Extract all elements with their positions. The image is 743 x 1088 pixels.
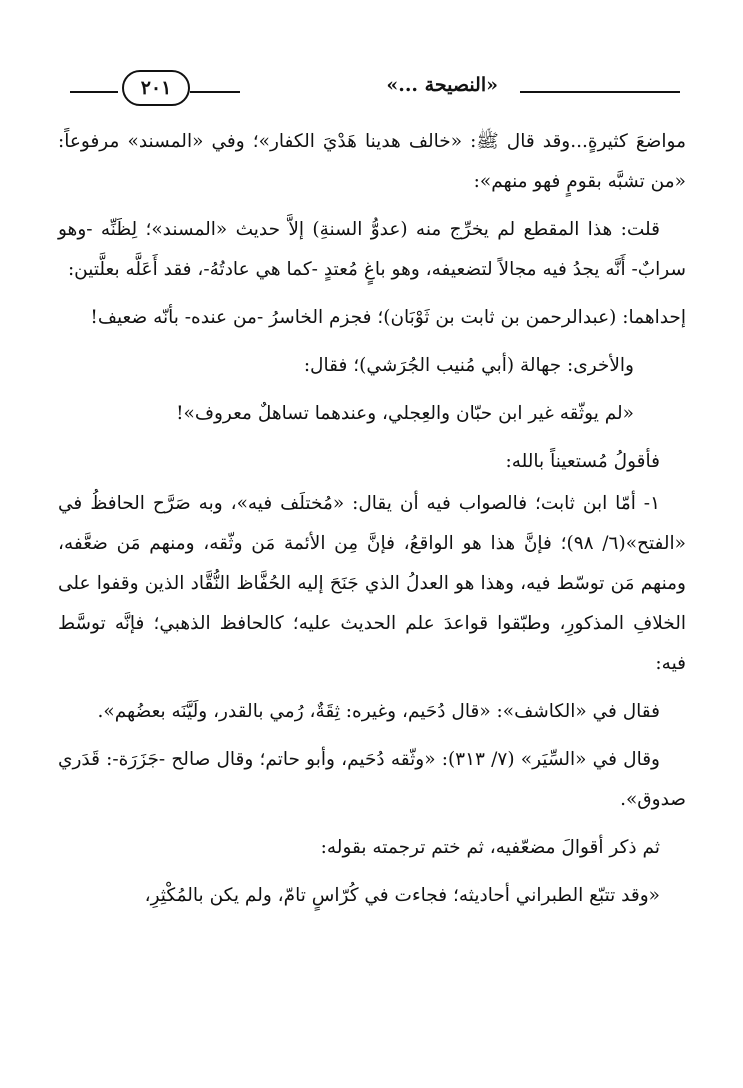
paragraph: «وقد تتبّع الطبراني أحاديثه؛ فجاءت في كُرّاسٍ تامّ، ولم يكن بالمُكْثِرِ، (144, 885, 660, 906)
paragraph: إحداهما: (عبدالرحمن بن ثابت بن ثَوْبَان)؛ فجزم الخاسرُ -من عنده- بأنّه ضعيف! (90, 307, 686, 328)
page-number: ٢٠١ (122, 70, 190, 106)
header-rule-left (70, 91, 118, 93)
paragraph: مواضعَ كثيرةٍ...وقد قال ﷺ: «خالف هدينا هَدْيَ الكفار»؛ وفي «المسند» مرفوعاً: «من تشبَّه بقومٍ فهو منهم»: (58, 131, 686, 192)
running-header (70, 68, 680, 112)
paragraph: فقال في «الكاشف»: «قال دُحَيم، وغيره: ثِقَةٌ، رُمي بالقدر، ولَيَّنَه بعضُهم». (97, 701, 660, 722)
numbered-paragraph: ١- أمّا ابن ثابت؛ فالصواب فيه أن يقال: «مُختلَف فيه»، وبه صَرَّح الحافظُ في «الفتح»(٦/ ٩٨)؛ فإنَّ هذا هو الواقعُ، فإنَّ مِن الأئمة مَن وثّقه، ومنهم مَن ضعَّفه، ومنهم مَن توسّط فيه، وهذا هو العدلُ الذي جَنَحَ إليه الحُفَّاظ النُّقَّاد الذين وقفوا على الخلافِ المذكورِ، وطبّقوا قواعدَ علم الحديث عليه؛ كالحافظ الذهبي؛ فإنَّه توسَّط فيه: (58, 493, 686, 674)
header-rule-middle (190, 91, 240, 93)
paragraph: ثم ذكر أقوالَ مضعّفيه، ثم ختم ترجمته بقوله: (320, 837, 660, 858)
running-title: «النصيحة ...» (386, 74, 498, 96)
paragraph: وقال في «السِّيَر» (٧/ ٣١٣): «وثّقه دُحَيم، وأبو حاتم؛ وقال صالح -جَزَرَة-: قَدَري صدوق». (58, 749, 686, 810)
paragraph: والأخرى: جهالة (أبي مُنيب الجُرَشي)؛ فقال: (303, 355, 634, 376)
body-text (58, 122, 686, 924)
paragraph: قلت: هذا المقطع لم يخرِّج منه (عدوُّ السنةِ) إلاَّ حديث «المسند»؛ لِظَنِّه -وهو سرابٌ- أَنَّه يجدُ فيه مجالاً لتضعيفه، وهو باغٍ مُعتدٍ -كما هي عادتُهُ-، فقد أَعَلَّه بعلَّتين: (58, 219, 686, 280)
header-rule-right (520, 91, 680, 93)
paragraph: فأقولُ مُستعيناً بالله: (505, 451, 660, 472)
quote: «لم يوثّقه غير ابن حبّان والعِجلي، وعندهما تساهلٌ معروف»! (176, 403, 634, 424)
